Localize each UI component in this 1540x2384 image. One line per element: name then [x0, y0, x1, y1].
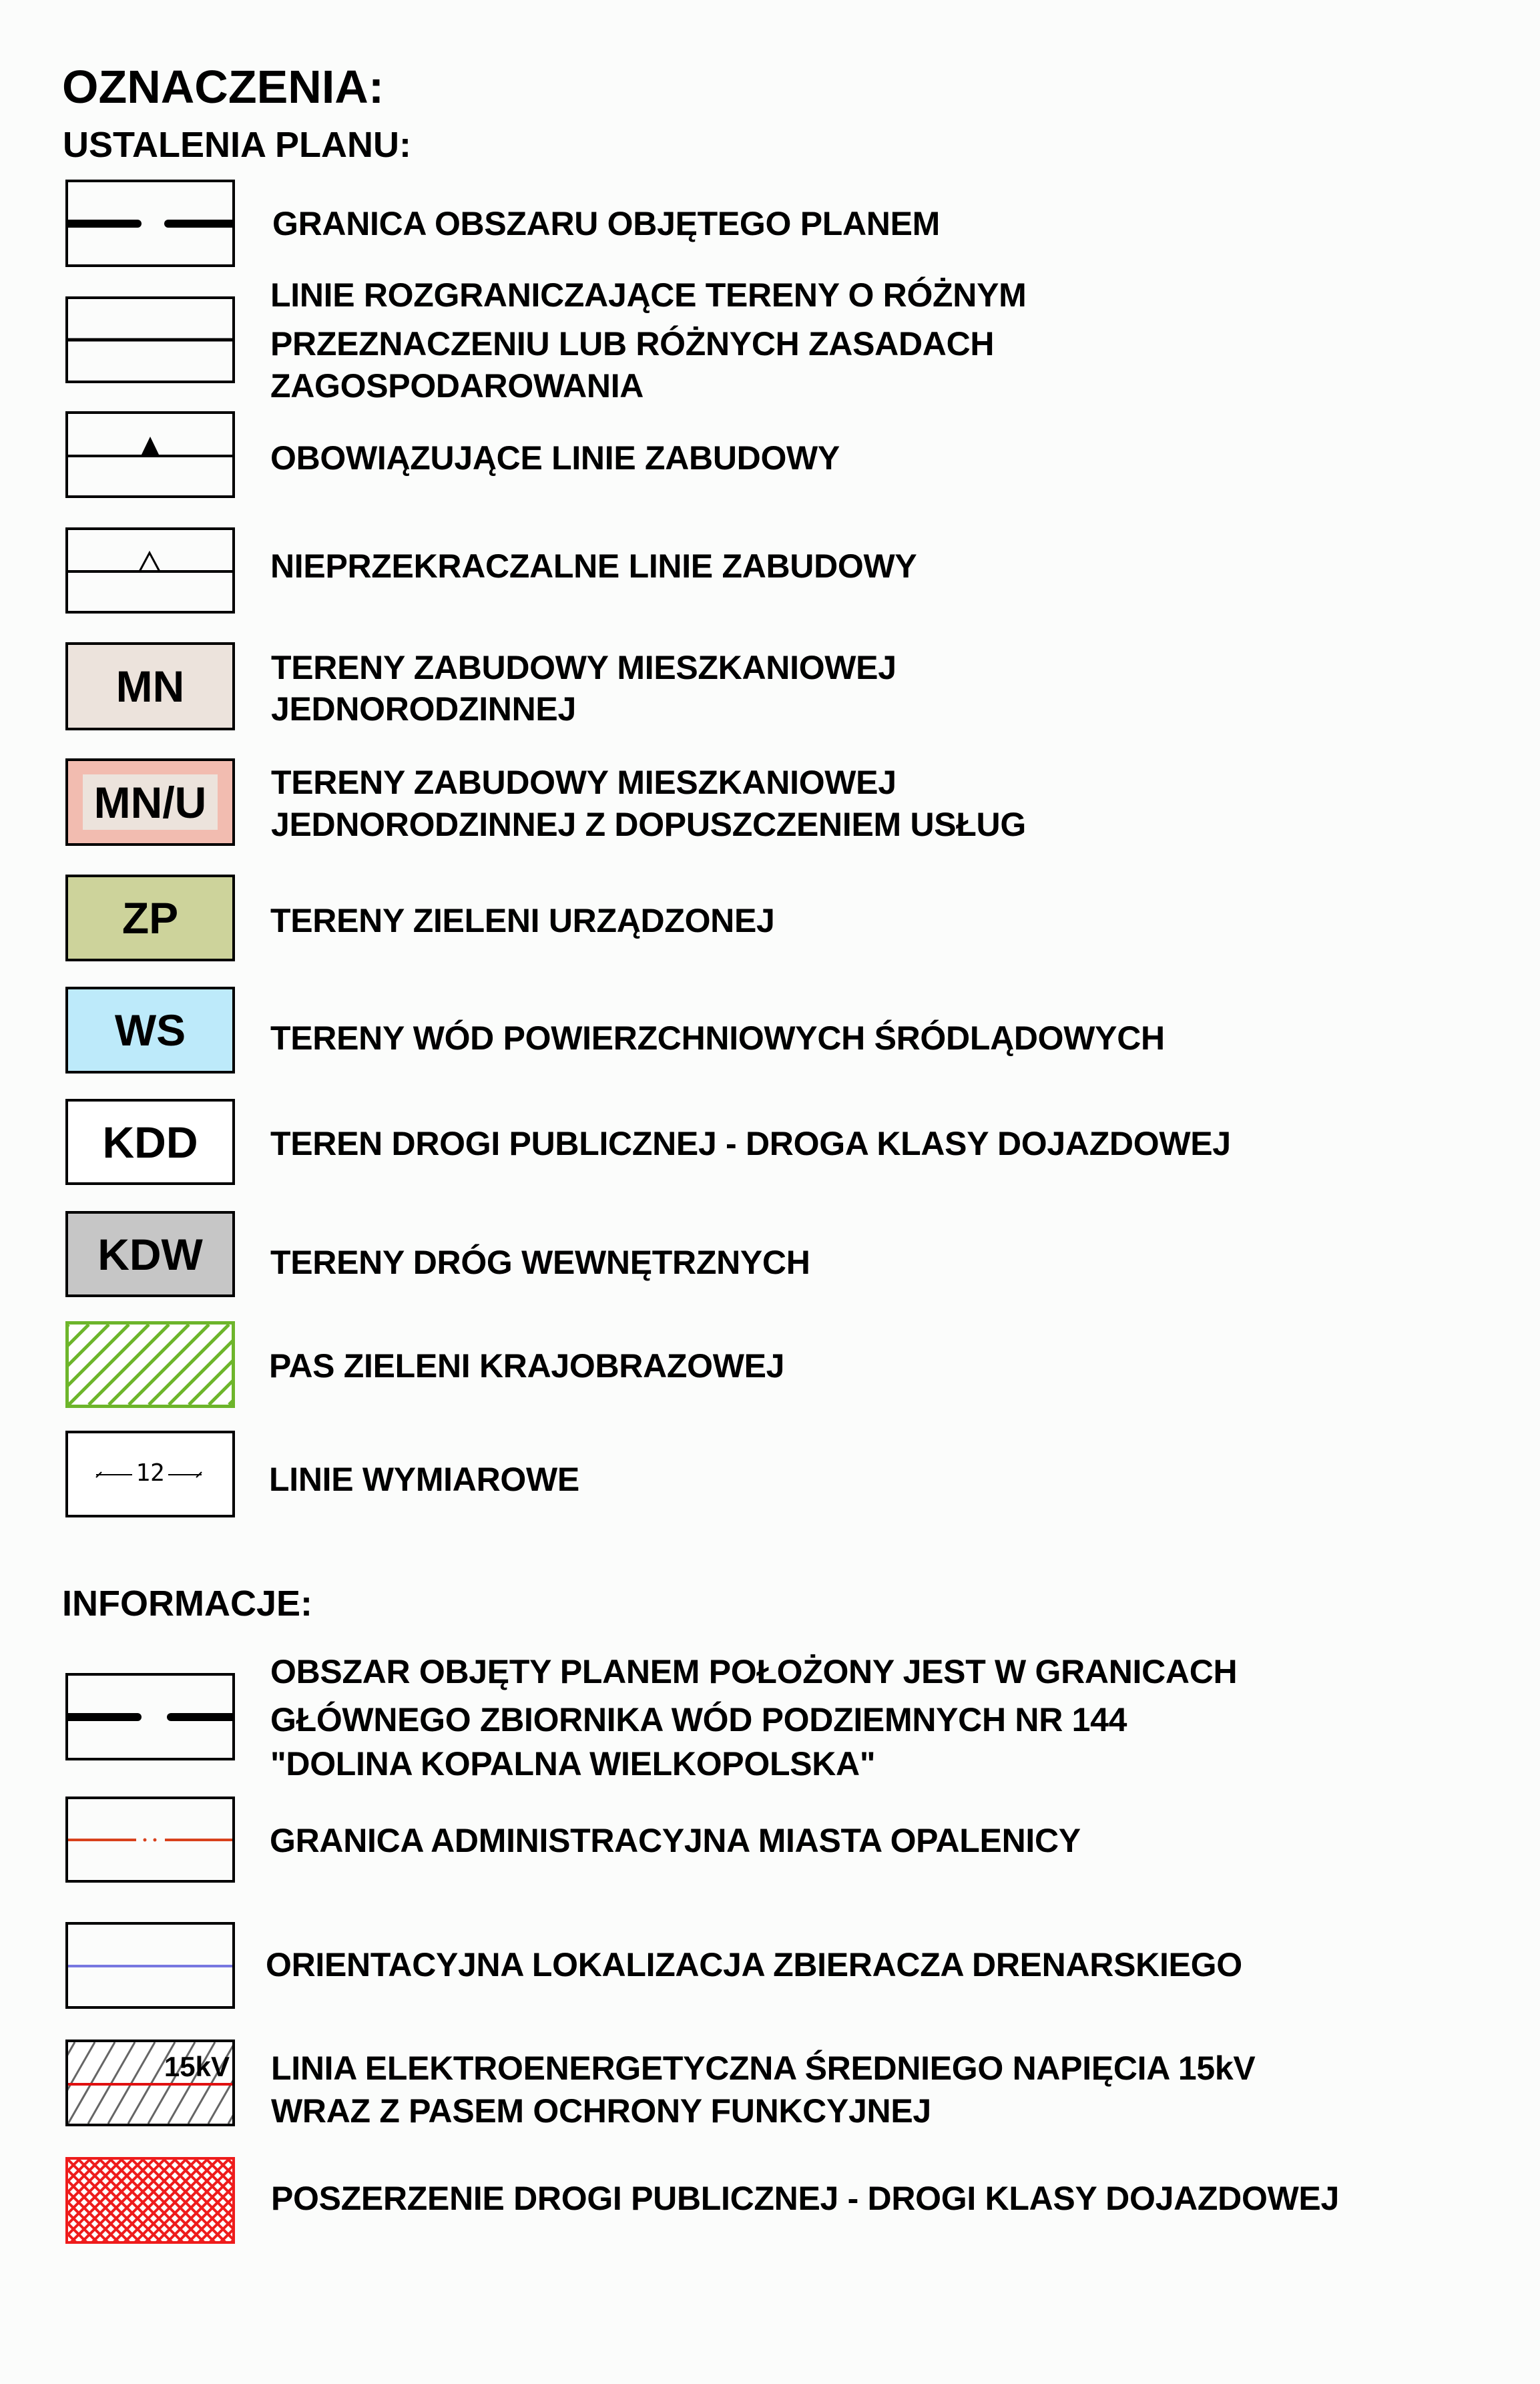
legend-label: OBOWIĄZUJĄCE LINIE ZABUDOWY: [270, 439, 840, 477]
legend-label: "DOLINA KOPALNA WIELKOPOLSKA": [270, 1745, 876, 1782]
landscape-green-strip-symbol: [65, 1321, 235, 1408]
legend-label: JEDNORODZINNEJ: [271, 690, 576, 728]
zone-code: MN/U: [93, 777, 207, 827]
mandatory-building-line-symbol: [65, 411, 235, 498]
zone-kdw-symbol: [65, 1211, 235, 1297]
zone-mn-symbol: [65, 642, 235, 730]
legend-label: POSZERZENIE DROGI PUBLICZNEJ - DROGI KLASY DOJAZDOWEJ: [271, 2180, 1339, 2217]
zone-code: KDD: [102, 1117, 198, 1167]
legend-label: ORIENTACYJNA LOKALIZACJA ZBIERACZA DRENARSKIEGO: [266, 1946, 1242, 1983]
zone-kdd-symbol: [65, 1099, 235, 1185]
info-section-heading: INFORMACJE:: [62, 1584, 312, 1624]
filled-triangle-icon: [68, 414, 232, 495]
legend-label: JEDNORODZINNEJ Z DOPUSZCZENIEM USŁUG: [271, 806, 1026, 843]
legend-label: GRANICA ADMINISTRACYJNA MIASTA OPALENICY: [270, 1822, 1081, 1859]
legend-label: GRANICA OBSZARU OBJĘTEGO PLANEM: [272, 205, 941, 242]
plan-section-heading: USTALENIA PLANU:: [63, 125, 411, 165]
legend-label: ZAGOSPODAROWANIA: [270, 367, 644, 405]
legend-title: OZNACZENIA:: [62, 61, 384, 113]
legend-label: PRZEZNACZENIU LUB RÓŻNYCH ZASADACH: [270, 325, 995, 363]
road-widening-symbol: [65, 2157, 235, 2244]
zone-code: ZP: [121, 893, 179, 943]
legend-label: NIEPRZEKRACZALNE LINIE ZABUDOWY: [270, 547, 917, 585]
legend-label: TERENY ZABUDOWY MIESZKANIOWEJ: [271, 649, 896, 686]
legend-label: TERENY DRÓG WEWNĘTRZNYCH: [270, 1244, 810, 1281]
legend-label: TERENY WÓD POWIERZCHNIOWYCH ŚRÓDLĄDOWYCH: [270, 1019, 1165, 1057]
legend-label: LINIE WYMIAROWE: [269, 1461, 579, 1498]
zone-code: KDW: [97, 1229, 203, 1279]
groundwater-reservoir-symbol: [65, 1673, 235, 1760]
non-exceedable-building-line-symbol: [65, 527, 235, 614]
green-hatch-icon: [69, 1325, 232, 1405]
legend-label: OBSZAR OBJĘTY PLANEM POŁOŻONY JEST W GRANICACH: [270, 1653, 1238, 1690]
legend-label: GŁÓWNEGO ZBIORNIKA WÓD PODZIEMNYCH NR 144: [270, 1701, 1127, 1738]
blue-line-icon: [68, 1925, 232, 2006]
drainage-collector-symbol: [65, 1922, 235, 2009]
boundary-line-symbol: [65, 180, 235, 267]
legend-label: TERENY ZIELENI URZĄDZONEJ: [270, 902, 775, 939]
zone-mnu-symbol: [65, 758, 235, 846]
zone-code: MN: [115, 662, 185, 711]
dash-dot-line-icon: [68, 1799, 232, 1880]
legend-label: TERENY ZABUDOWY MIESZKANIOWEJ: [271, 764, 896, 801]
solid-line-icon: [68, 299, 232, 381]
legend-label: TEREN DROGI PUBLICZNEJ - DROGA KLASY DOJAZDOWEJ: [270, 1125, 1231, 1162]
dividing-line-symbol: [65, 296, 235, 383]
zone-code: WS: [114, 1005, 186, 1055]
dimension-line-symbol: [65, 1431, 235, 1517]
zone-ws-symbol: [65, 987, 235, 1074]
legend-label: WRAZ Z PASEM OCHRONY FUNKCYJNEJ: [271, 2092, 931, 2130]
dimension-value: 12: [136, 1459, 165, 1487]
voltage-label: 15kV: [164, 2051, 230, 2082]
open-triangle-icon: [68, 530, 232, 611]
legend-label: LINIA ELEKTROENERGETYCZNA ŚREDNIEGO NAPIĘCIA 15kV: [271, 2050, 1256, 2087]
power-line-symbol: [65, 2040, 235, 2126]
dashed-line-icon: [68, 182, 232, 264]
legend-label: PAS ZIELENI KRAJOBRAZOWEJ: [269, 1347, 785, 1385]
legend-label: LINIE ROZGRANICZAJĄCE TERENY O RÓŻNYM: [270, 276, 1027, 314]
red-crosshatch-icon: [68, 2160, 232, 2241]
zone-zp-symbol: [65, 875, 235, 961]
administrative-boundary-symbol: [65, 1797, 235, 1883]
dashed-line-icon: [68, 1676, 232, 1758]
